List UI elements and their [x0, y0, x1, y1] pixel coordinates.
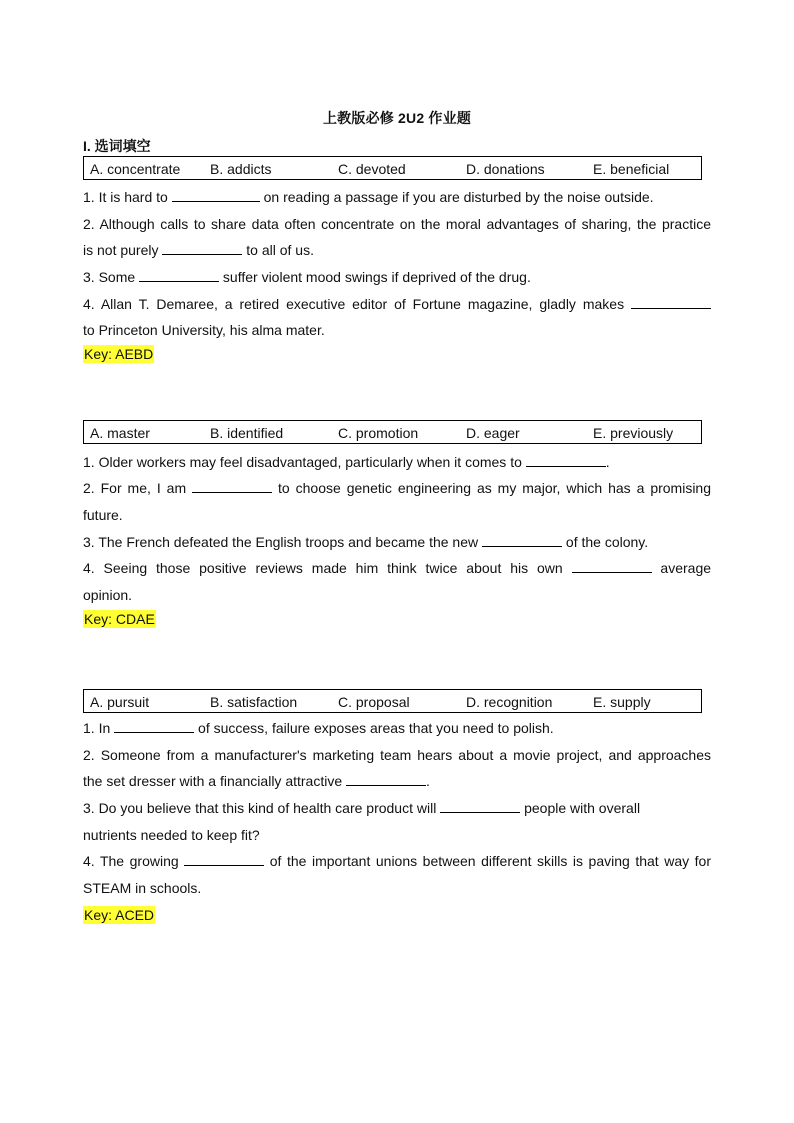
answer-blank[interactable]	[482, 532, 562, 547]
word-option: D. donations	[466, 161, 545, 177]
question-3-4-line1: 4. The growing of the important unions between different skills is paving that way for	[83, 853, 711, 869]
question-1-4-line1: 4. Allan T. Demaree, a retired executive editor of Fortune magazine, gladly makes	[83, 291, 711, 318]
answer-blank[interactable]	[526, 452, 606, 467]
question-2-3: 3. The French defeated the English troops and became the new of the colony.	[83, 534, 649, 550]
question-2-1: 1. Older workers may feel disadvantaged, particularly when it comes to .	[83, 454, 610, 470]
answer-blank[interactable]	[139, 267, 219, 282]
question-1-3: 3. Some suffer violent mood swings if deprived of the drug.	[83, 269, 531, 285]
question-2-4-line1: 4. Seeing those positive reviews made him think twice about his own average	[83, 560, 712, 576]
word-option: E. supply	[593, 694, 651, 710]
answer-blank[interactable]	[572, 558, 652, 573]
question-3-2-line2: the set dresser with a financially attractive .	[83, 773, 430, 789]
answer-blank[interactable]	[184, 851, 264, 866]
word-option: A. concentrate	[90, 161, 181, 177]
word-option: C. promotion	[338, 425, 419, 441]
answer-blank[interactable]	[114, 718, 194, 733]
answer-key-3: Key: ACED	[84, 907, 155, 923]
answer-blank[interactable]	[346, 771, 426, 786]
word-option: B. identified	[210, 425, 284, 441]
word-option: D. eager	[466, 425, 520, 441]
question-1-1: 1. It is hard to on reading a passage if you are disturbed by the noise outside.	[83, 189, 654, 205]
answer-key-2: Key: CDAE	[84, 611, 155, 627]
answer-key-1: Key: AEBD	[84, 346, 154, 362]
question-1-2-line2: is not purely to all of us.	[83, 242, 314, 258]
question-3-1: 1. In of success, failure exposes areas that you need to polish.	[83, 720, 554, 736]
answer-blank[interactable]	[162, 240, 242, 255]
page-title: 上教版必修 2U2 作业题	[322, 110, 472, 126]
word-option: A. pursuit	[90, 694, 150, 710]
question-3-3-line2: nutrients needed to keep fit?	[83, 827, 260, 843]
answer-blank[interactable]	[192, 478, 272, 493]
word-bank-1	[83, 156, 702, 180]
answer-blank[interactable]	[172, 187, 260, 202]
question-1-4-line2: to Princeton University, his alma mater.	[83, 322, 325, 338]
word-option: C. devoted	[338, 161, 406, 177]
word-bank-3	[83, 689, 702, 713]
question-3-2-line1: 2. Someone from a manufacturer's marketing team hears about a movie project, and approaches	[83, 747, 711, 763]
question-2-2-line2: future.	[83, 507, 123, 523]
word-bank-2	[83, 420, 702, 444]
question-3-4-line2: STEAM in schools.	[83, 880, 202, 896]
word-option: B. satisfaction	[210, 694, 298, 710]
word-option: B. addicts	[210, 161, 272, 177]
word-option: E. beneficial	[593, 161, 670, 177]
answer-blank[interactable]	[440, 798, 520, 813]
word-option: D. recognition	[466, 694, 553, 710]
answer-blank[interactable]	[631, 294, 711, 309]
question-2-2-line1: 2. For me, I am to choose genetic engineering as my major, which has a promising	[83, 480, 712, 496]
question-3-3-line1: 3. Do you believe that this kind of health care product will people with overall	[83, 800, 641, 816]
word-option: A. master	[90, 425, 150, 441]
question-1-2-line1: 2. Although calls to share data often concentrate on the moral advantages of sharing, the practice	[83, 216, 711, 232]
word-option: C. proposal	[338, 694, 410, 710]
section-heading: I. 选词填空	[83, 138, 151, 154]
question-2-4-line2: opinion.	[83, 587, 133, 603]
word-option: E. previously	[593, 425, 674, 441]
